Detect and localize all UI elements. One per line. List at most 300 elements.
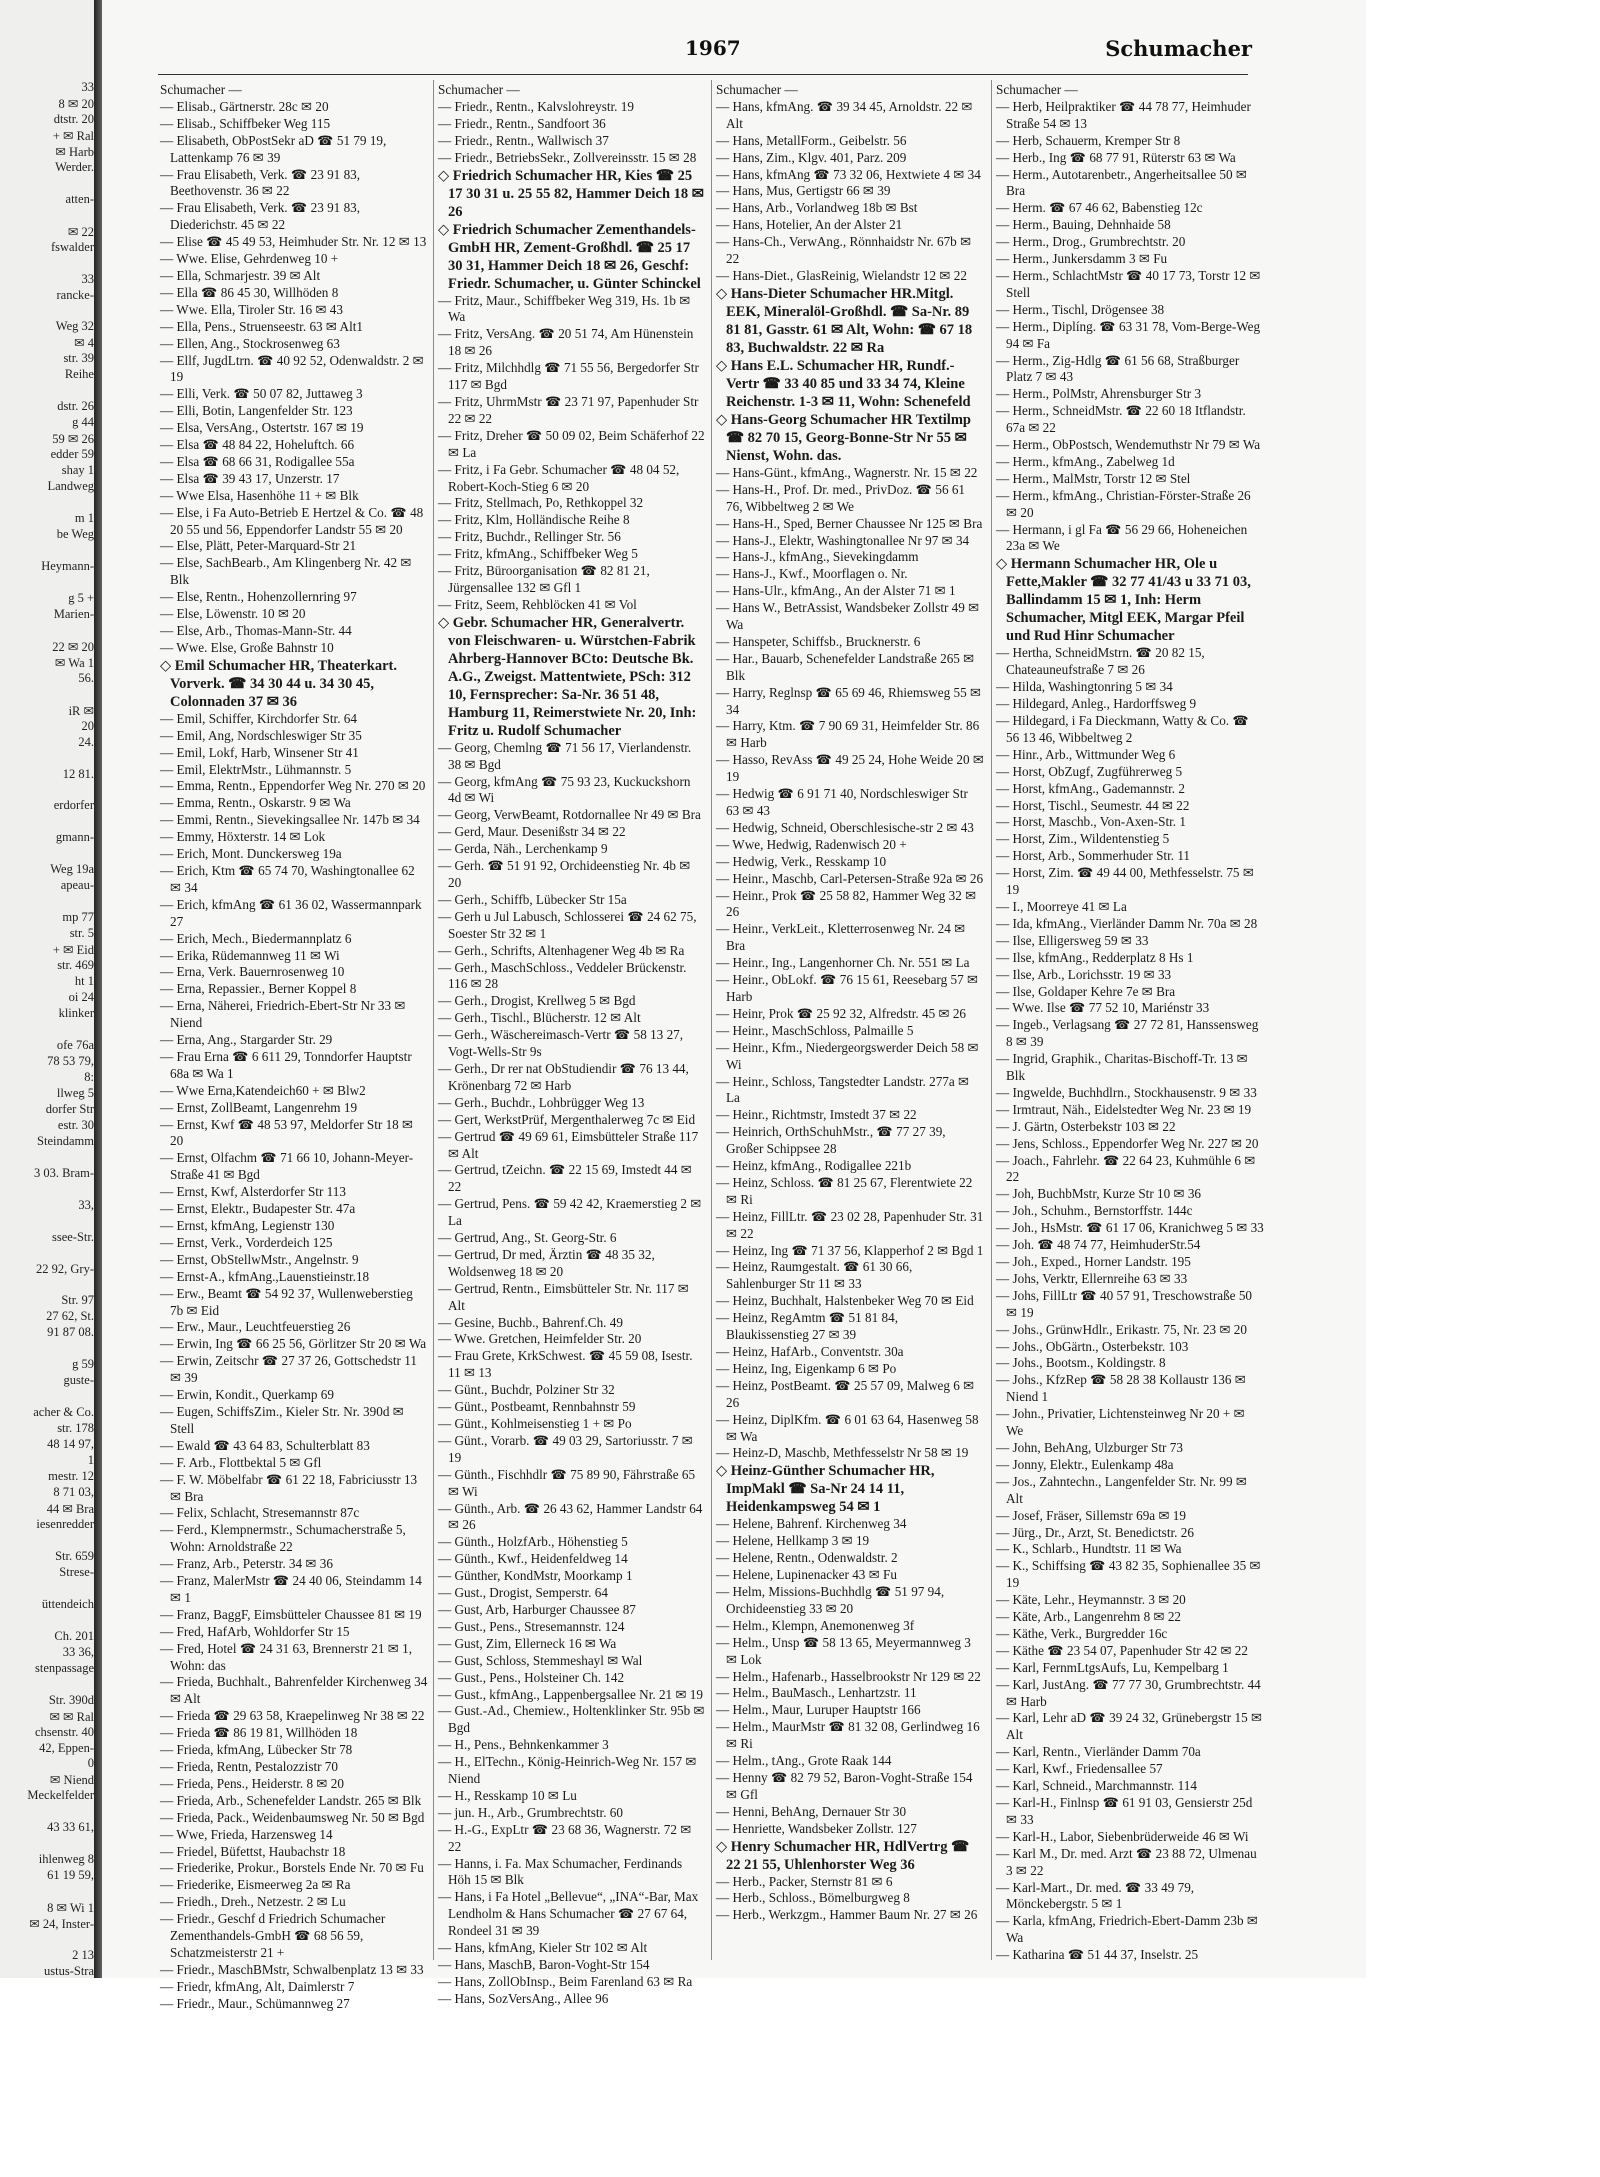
directory-entry: — Friederike, Prokur., Borstels Ende Nr. 70 ✉ Fu <box>160 1860 424 1876</box>
directory-entry: — Hilda, Washingtonring 5 ✉ 34 <box>996 679 1173 695</box>
directory-entry: — Emma, Rentn., Oskarstr. 9 ✉ Wa <box>160 795 351 811</box>
directory-entry: — Friedh., Dreh., Netzestr. 2 ✉ Lu <box>160 1894 346 1910</box>
directory-entry: — Else, Löwenstr. 10 ✉ 20 <box>160 606 306 622</box>
column-divider <box>711 80 712 1960</box>
directory-entry: — Fritz, Büroorganisation ☎ 82 81 21, Jürgensallee 132 ✉ Gfl 1 <box>438 563 650 595</box>
directory-entry: — Erw., Maur., Leuchtfeuerstieg 26 <box>160 1319 351 1335</box>
fragment-line: dstr. 26 <box>57 399 94 414</box>
directory-entry: — Fred, HafArb, Wohldorfer Str 15 <box>160 1623 350 1639</box>
directory-entry: — Karl-H., Labor, Siebenbrüderweide 46 ✉ Wi <box>996 1828 1249 1844</box>
directory-entry: — Karl, Lehr aD ☎ 39 24 32, Grünebergstr 15 ✉ Alt <box>996 1710 1263 1743</box>
directory-entry: — Gerh., Schrifts, Altenhagener Weg 4b ✉ Ra <box>438 942 685 958</box>
fragment-line: 8 ✉ Wi 1 <box>47 1901 94 1916</box>
directory-entry: Schumacher — <box>438 82 520 97</box>
directory-entry: — Elli, Botin, Langenfelder Str. 123 <box>160 403 353 419</box>
directory-entry: — Hans-J., Kwf., Moorflagen o. Nr. <box>716 566 908 582</box>
directory-entry: — Gertrud, Dr med, Ärztin ☎ 48 35 32, Woldsenweg 18 ✉ 20 <box>438 1246 655 1279</box>
fragment-line: be Weg <box>56 527 94 542</box>
fragment-line: 48 14 97, <box>47 1437 94 1452</box>
directory-entry: — Harry, Ktm. ☎ 7 90 69 31, Heimfelder Str. 86 ✉ Harb <box>716 718 980 751</box>
directory-entry: — Ernst, Olfachm ☎ 71 66 10, Johann-Meyer-Straße 41 ✉ Bgd <box>160 1150 414 1183</box>
directory-entry: ◇ Friedrich Schumacher Zementhandels- GmbH HR, Zement-Großhdl. ☎ 25 17 30 31, Hammer Deich 18 ✉ 26, Geschf: Friedr. Schumacher, u. Günter Schinckel <box>438 221 701 292</box>
fragment-line: ✉ Wa 1 <box>54 655 94 670</box>
directory-entry: — Heinz, PostBeamt. ☎ 25 57 09, Malweg 6 ✉ 26 <box>716 1377 975 1410</box>
directory-entry: — Wwe, Frieda, Harzensweg 14 <box>160 1826 333 1842</box>
fragment-line: str. 178 <box>57 1421 94 1436</box>
directory-entry: — Erna, Ang., Stargarder Str. 29 <box>160 1032 333 1048</box>
directory-entry: — Elisab., Schiffbeker Weg 115 <box>160 115 331 131</box>
directory-entry: — Herb., Schloss., Bömelburgweg 8 <box>716 1890 910 1906</box>
directory-entry: — Ilse, Elligersweg 59 ✉ 33 <box>996 932 1149 948</box>
directory-entry: — Helene, Hellkamp 3 ✉ 19 <box>716 1533 870 1549</box>
directory-entry: — John, BehAng, Ulzburger Str 73 <box>996 1439 1183 1455</box>
directory-entry: — Gertrud, Rentn., Eimsbütteler Str. Nr. 117 ✉ Alt <box>438 1280 689 1313</box>
directory-entry: — Gesine, Buchb., Bahrenf.Ch. 49 <box>438 1314 623 1330</box>
directory-entry: — Wwe Erna,Katendeich60 + ✉ Blw2 <box>160 1082 366 1098</box>
directory-entry: — Ernst, Kwf, Alsterdorfer Str 113 <box>160 1184 346 1200</box>
directory-entry: — Heinr., Kfm., Niedergeorgswerder Deich 58 ✉ Wi <box>716 1039 979 1072</box>
directory-entry: — Emmy, Höxterstr. 14 ✉ Lok <box>160 829 326 845</box>
directory-entry: — Erich, Ktm ☎ 65 74 70, Washingtonallee 62 ✉ 34 <box>160 862 415 895</box>
directory-entry: — Johs., ObGärtn., Osterbekstr. 103 <box>996 1338 1189 1354</box>
directory-entry: — Heinr., Prok ☎ 25 58 82, Hammer Weg 32 ✉ 26 <box>716 887 977 920</box>
directory-entry: — Frau Erna ☎ 6 611 29, Tonndorfer Hauptstr 68a ✉ Wa 1 <box>160 1048 412 1081</box>
directory-entry: — Hildegard, Anleg., Hardorffsweg 9 <box>996 696 1197 712</box>
directory-entry: — Gerh. ☎ 51 91 92, Orchideenstieg Nr. 4b ✉ 20 <box>438 858 691 890</box>
fragment-line: 1 <box>87 1453 94 1468</box>
directory-entry: — Herb, Heilpraktiker ☎ 44 78 77, Heimhuder Straße 54 ✉ 13 <box>996 98 1251 131</box>
directory-entry: — Herm., MalMstr, Torstr 12 ✉ Stel <box>996 470 1191 486</box>
directory-entry: — Frieda ☎ 86 19 81, Willhöden 18 <box>160 1725 358 1741</box>
directory-entry: — Hans, kfmAng ☎ 73 32 06, Hextwiete 4 ✉ 34 <box>716 166 981 182</box>
directory-entry: — Emil, Ang, Nordschleswiger Str 35 <box>160 727 362 743</box>
directory-entry: — Hertha, SchneidMstrn. ☎ 20 82 15, Chateauneufstraße 7 ✉ 26 <box>996 645 1205 678</box>
directory-entry: — Harry, Reglnsp ☎ 65 69 46, Rhiemsweg 55 ✉ 34 <box>716 684 982 717</box>
directory-entry: — Hans, kfmAng, Kieler Str 102 ✉ Alt <box>438 1940 648 1956</box>
directory-entry: — Emil, ElektrMstr., Lühmannstr. 5 <box>160 761 352 777</box>
directory-entry: — Herb., Packer, Sternstr 81 ✉ 6 <box>716 1873 893 1889</box>
directory-entry: — Ella, Schmarjestr. 39 ✉ Alt <box>160 267 321 283</box>
directory-entry: — Irmtraut, Näh., Eidelstedter Weg Nr. 23 ✉ 19 <box>996 1101 1252 1117</box>
directory-entry: — Ilse, kfmAng., Redderplatz 8 Hs 1 <box>996 949 1194 965</box>
directory-entry: — Frieda ☎ 29 63 58, Kraepelinweg Nr 38 ✉ 22 <box>160 1708 425 1724</box>
directory-entry: — Else, i Fa Auto-Betrieb E Hertzel & Co. ☎ 48 20 55 und 56, Eppendorfer Landstr 55 ✉ 20 <box>160 504 424 537</box>
directory-entry: — Herm., kfmAng., Christian-Förster-Straße 26 ✉ 20 <box>996 487 1251 520</box>
directory-entry: — Günther, KondMstr, Moorkamp 1 <box>438 1568 633 1584</box>
directory-entry: — Fritz, kfmAng., Schiffbeker Weg 5 <box>438 546 638 562</box>
directory-entry: — Ernst, ObStellwMstr., Angelnstr. 9 <box>160 1251 359 1267</box>
directory-entry: — Friedr., Rentn., Kalvslohreystr. 19 <box>438 98 634 114</box>
directory-entry: — Frau Elisabeth, Verk. ☎ 23 91 83, Diederichstr. 45 ✉ 22 <box>160 200 361 233</box>
directory-entry: — Heinz, Ing, Eigenkamp 6 ✉ Po <box>716 1360 897 1376</box>
fragment-line: Reihe <box>64 367 94 382</box>
fragment-line: erdorfer <box>53 798 94 813</box>
directory-entry: — Gerh., Schiffb, Lübecker Str 15a <box>438 891 627 907</box>
directory-entry: — Eugen, SchiffsZim., Kieler Str. Nr. 390d ✉ Stell <box>160 1403 404 1436</box>
directory-entry: — Horst, Zim., Wildentenstieg 5 <box>996 831 1170 847</box>
directory-entry: — Ingeb., Verlagsang ☎ 27 72 81, Hanssensweg 8 ✉ 39 <box>996 1017 1259 1050</box>
directory-entry: — Helm, Missions-Buchhdlg ☎ 51 97 94, Orchideenstieg 33 ✉ 20 <box>716 1583 945 1616</box>
directory-entry: — Wwe. Elise, Gehrdenweg 10 + <box>160 251 339 267</box>
fragment-line: 78 53 79, <box>47 1053 94 1068</box>
fragment-line: str. 39 <box>63 351 94 366</box>
directory-entry: — Gerh., Tischl., Blücherstr. 12 ✉ Alt <box>438 1010 641 1026</box>
fragment-line: 44 ✉ Bra <box>46 1502 94 1516</box>
directory-entry: — Wwe. Else, Große Bahnstr 10 <box>160 639 334 655</box>
directory-entry: — Else, Plätt, Peter-Marquard-Str 21 <box>160 538 357 554</box>
directory-entry: — John., Privatier, Lichtensteinweg Nr 20 + ✉ We <box>996 1406 1245 1439</box>
directory-entry: — Erw., Beamt ☎ 54 92 37, Wullenweberstieg 7b ✉ Eid <box>160 1285 413 1318</box>
fragment-line: apeau- <box>60 878 94 893</box>
directory-entry: — Karla, kfmAng, Friedrich-Ebert-Damm 23b ✉ Wa <box>996 1913 1258 1946</box>
directory-entry: — Herm., Zig-Hdlg ☎ 61 56 68, Straßburger Platz 7 ✉ 43 <box>996 352 1240 385</box>
directory-entry: — Fritz, Milchhdlg ☎ 71 55 56, Bergedorfer Str 117 ✉ Bgd <box>438 360 699 393</box>
directory-entry: — Fritz, Dreher ☎ 50 09 02, Beim Schäferhof 22 ✉ La <box>438 427 705 460</box>
directory-entry: — Ernst, kfmAng, Legienstr 130 <box>160 1218 335 1233</box>
directory-entry: — Günth., Kwf., Heidenfeldweg 14 <box>438 1551 628 1567</box>
fragment-line: 33 <box>81 80 94 94</box>
directory-entry: — J. Gärtn, Osterbekstr 103 ✉ 22 <box>996 1118 1176 1134</box>
directory-entry: — Ernst, Verk., Vorderdeich 125 <box>160 1234 333 1250</box>
fragment-line: dtstr. 20 <box>53 111 94 126</box>
directory-entry: — Georg, Chemlng ☎ 71 56 17, Vierlandenstr. 38 ✉ Bgd <box>438 739 692 772</box>
directory-entry: — Fritz, UhrmMstr ☎ 23 71 97, Papenhuder Str 22 ✉ 22 <box>438 393 699 426</box>
fragment-line: 0 <box>87 1756 94 1771</box>
directory-entry: — Gust., kfmAng., Lappenbergsallee Nr. 21 ✉ 19 <box>438 1686 703 1702</box>
directory-entry: — Friedr., BetriebsSekr., Zollvereinsstr. 15 ✉ 28 <box>438 149 697 165</box>
directory-entry: — jun. H., Arb., Grumbrechtstr. 60 <box>438 1804 623 1820</box>
directory-entry: — Johs, FillLtr ☎ 40 57 91, Treschowstraße 50 ✉ 19 <box>996 1287 1253 1320</box>
directory-entry: — Hanns, i. Fa. Max Schumacher, Ferdinands Höh 15 ✉ Blk <box>438 1855 683 1888</box>
directory-entry: — Gerh., Wäschereimasch-Vertr ☎ 58 13 27, Vogt-Wells-Str 9s <box>438 1027 684 1060</box>
fragment-line: 22 92, Gry- <box>36 1261 94 1276</box>
directory-entry: — Gerh., Drogist, Krellweg 5 ✉ Bgd <box>438 993 636 1009</box>
directory-entry: — Wwe. Ella, Tiroler Str. 16 ✉ 43 <box>160 301 343 317</box>
fragment-line: Werder. <box>55 159 94 174</box>
fragment-line: 12 81. <box>62 766 94 781</box>
directory-entry: — Hildegard, i Fa Dieckmann, Watty & Co. ☎ 56 13 46, Wibbeltweg 2 <box>996 713 1249 745</box>
directory-entry: — Fritz, Stellmach, Po, Rethkoppel 32 <box>438 495 644 511</box>
running-head: Schumacher <box>1105 36 1252 61</box>
directory-entry: — Josef, Fräser, Sillemstr 69a ✉ 19 <box>996 1507 1186 1523</box>
directory-entry: — Frieda, Pack., Weidenbaumsweg Nr. 50 ✉ Bgd <box>160 1809 425 1825</box>
directory-entry: — Hanspeter, Schiffsb., Brucknerstr. 6 <box>716 633 921 649</box>
directory-entry: — Fred, Hotel ☎ 24 31 63, Brennerstr 21 ✉ 1, Wohn: das <box>160 1640 412 1673</box>
fragment-line: ihlenweg 8 <box>38 1852 94 1867</box>
directory-entry: — Jonny, Elektr., Eulenkamp 48a <box>996 1456 1174 1472</box>
directory-entry: — Gust, Arb, Harburger Chaussee 87 <box>438 1601 636 1617</box>
directory-entry: — Helene, Rentn., Odenwaldstr. 2 <box>716 1550 898 1566</box>
directory-entry: — Günt., Postbeamt, Rennbahnstr 59 <box>438 1399 636 1415</box>
fragment-line: 43 33 61, <box>47 1820 94 1835</box>
directory-entry: — Käte, Lehr., Heymannstr. 3 ✉ 20 <box>996 1592 1186 1608</box>
fragment-line: 22 ✉ 20 <box>52 639 94 654</box>
fragment-line: Heymann- <box>41 558 94 573</box>
directory-entry: — Ingwelde, Buchhdlrn., Stockhausenstr. 9 ✉ 33 <box>996 1084 1257 1100</box>
directory-entry: — Elsa, VersAng., Ostertstr. 167 ✉ 19 <box>160 420 364 436</box>
directory-entry: — Gerda, Näh., Lerchenkamp 9 <box>438 841 608 857</box>
directory-entry: — Gust.-Ad., Chemiew., Holtenklinker Str. 95b ✉ Bgd <box>438 1703 705 1736</box>
fragment-line: m 1 <box>74 511 94 526</box>
directory-entry: — Hans-H., Prof. Dr. med., PrivDoz. ☎ 56 61 76, Wibbeltweg 2 ✉ We <box>716 481 966 514</box>
directory-entry: — Elisab., Gärtnerstr. 28c ✉ 20 <box>160 98 329 114</box>
directory-entry: — Fritz, i Fa Gebr. Schumacher ☎ 48 04 52, Robert-Koch-Stieg 6 ✉ 20 <box>438 461 680 494</box>
directory-entry: — K., Schiffsing ☎ 43 82 35, Sophienallee 35 ✉ 19 <box>996 1558 1261 1591</box>
fragment-line: iesenredder <box>36 1516 94 1531</box>
fragment-line: g 5 + <box>68 590 94 605</box>
directory-entry: ◇ Henry Schumacher HR, HdlVertrg ☎ 22 21 55, Uhlenhorster Weg 36 <box>716 1838 970 1873</box>
directory-entry: ◇ Friedrich Schumacher HR, Kies ☎ 25 17 30 31 u. 25 55 82, Hammer Deich 18 ✉ 26 <box>438 167 704 220</box>
fragment-line: 24. <box>78 734 94 749</box>
directory-entry: — Herm., ObPostsch, Wendemuthstr Nr 79 ✉ Wa <box>996 437 1261 453</box>
directory-entry: — Ella ☎ 86 45 30, Willhöden 8 <box>160 284 339 300</box>
directory-entry: — Joh., HsMstr. ☎ 61 17 06, Kranichweg 5 ✉ 33 <box>996 1220 1264 1236</box>
directory-entry: — Joh., Exped., Horner Landstr. 195 <box>996 1254 1191 1269</box>
directory-entry: — Ilse, Goldaper Kehre 7e ✉ Bra <box>996 983 1176 999</box>
directory-entry: — Hans, SozVersAng., Allee 96 <box>438 1990 609 2006</box>
directory-entry: — H., Pens., Behnkenkammer 3 <box>438 1737 609 1753</box>
directory-entry: — Herm., SchlachtMstr ☎ 40 17 73, Torstr 12 ✉ Stell <box>996 267 1261 300</box>
column-divider <box>433 80 434 1960</box>
fragment-line: 91 87 08. <box>47 1325 94 1340</box>
directory-entry: — Günt., Buchdr, Polziner Str 32 <box>438 1382 615 1398</box>
directory-entry: — Günth., Arb. ☎ 26 43 62, Hammer Landstr 64 ✉ 26 <box>438 1500 703 1533</box>
fragment-line: ht 1 <box>74 974 94 989</box>
directory-entry: — Karl-H., Finlnsp ☎ 61 91 03, Gensierstr 25d ✉ 33 <box>996 1795 1253 1827</box>
fragment-line: Weg 19a <box>50 862 94 877</box>
fragment-line: ✉ Niend <box>49 1773 94 1788</box>
fragment-line: acher & Co. <box>33 1405 94 1420</box>
directory-entry: — Erna, Verk. Bauernrosenweg 10 <box>160 964 345 980</box>
fragment-line: mestr. 12 <box>48 1469 94 1484</box>
directory-entry: — Katharina ☎ 51 44 37, Inselstr. 25 <box>996 1947 1199 1963</box>
directory-entry: — Erwin, Ing ☎ 66 25 56, Görlitzer Str 20 ✉ Wa <box>160 1336 427 1352</box>
directory-entry: ◇ Hermann Schumacher HR, Ole u Fette,Makler ☎ 32 77 41/43 u 33 71 03, Ballindamm 15 ✉ 1, Inh: Herm Schumacher, Mitgl EEK, Margar Pfeil und Rud Hinr Schumacher <box>996 556 1251 645</box>
directory-entry: — Elise ☎ 45 49 53, Heimhuder Str. Nr. 12 ✉ 13 <box>160 234 427 250</box>
directory-entry: — Hans, Hotelier, An der Alster 21 <box>716 217 903 233</box>
directory-entry: — Hans-Diet., GlasReinig, Wielandstr 12 ✉ 22 <box>716 267 967 283</box>
directory-entry: — Hans, i Fa Hotel „Bellevue“, „INA“-Bar, Max Lendholm & Hans Schumacher ☎ 27 67 64, Rondeel 31 ✉ 39 <box>438 1889 699 1939</box>
directory-entry: — Ernst-A., kfmAng.,Lauenstieinstr.18 <box>160 1268 370 1284</box>
directory-entry: — Henni, BehAng, Dernauer Str 30 <box>716 1803 907 1819</box>
directory-entry: — Horst, Arb., Sommerhuder Str. 11 <box>996 848 1191 864</box>
directory-entry: — Hans, Arb., Vorlandweg 18b ✉ Bst <box>716 200 918 216</box>
directory-entry: — Friedr., Maur., Schümannweg 27 <box>160 1995 350 2011</box>
directory-entry: — Joh, BuchbMstr, Kurze Str 10 ✉ 36 <box>996 1186 1202 1202</box>
directory-entry: — Heinr., ObLokf. ☎ 76 15 61, Reesebarg 57 ✉ Harb <box>716 972 979 1004</box>
directory-entry: — Herb., Ing ☎ 68 77 91, Rüterstr 63 ✉ Wa <box>996 149 1236 165</box>
fragment-line: shay 1 <box>61 463 94 478</box>
directory-entry: — Franz, BaggF, Eimsbütteler Chaussee 81 ✉ 19 <box>160 1606 422 1622</box>
directory-entry: — Gerh., Buchdr., Lohbrügger Weg 13 <box>438 1094 645 1110</box>
directory-entry: — Heinz, FillLtr. ☎ 23 02 28, Papenhuder Str. 31 ✉ 22 <box>716 1208 984 1241</box>
fragment-line: mp 77 <box>62 910 94 925</box>
directory-entry: ◇ Emil Schumacher HR, Theaterkart. Vorverk. ☎ 34 30 44 u. 34 30 45, Colonnaden 37 ✉ 36 <box>160 657 397 710</box>
directory-entry: — Heinr., MaschSchloss, Palmaille 5 <box>716 1022 914 1038</box>
directory-entry: — Emma, Rentn., Eppendorfer Weg Nr. 270 ✉ 20 <box>160 778 426 794</box>
directory-entry: — Hermann, i gl Fa ☎ 56 29 66, Hoheneichen 23a ✉ We <box>996 521 1248 554</box>
directory-entry: — Hans, ZollObInsp., Beim Farenland 63 ✉ Ra <box>438 1973 693 1989</box>
fragment-line: 59 ✉ 26 <box>52 432 94 447</box>
directory-entry: — Har., Bauarb, Schenefelder Landstraße 265 ✉ Blk <box>716 650 975 683</box>
directory-entry: — Ellf, JugdLtrn. ☎ 40 92 52, Odenwaldstr. 2 ✉ 19 <box>160 352 424 385</box>
directory-entry: — Ernst, ZollBeamt, Langenrehm 19 <box>160 1099 358 1115</box>
fragment-line: stenpassage <box>34 1660 94 1675</box>
directory-entry: — Johs, Verktr, Ellernreihe 63 ✉ 33 <box>996 1270 1188 1286</box>
directory-entry: — Fritz, Buchdr., Rellinger Str. 56 <box>438 529 621 545</box>
directory-entry: — Helene, Bahrenf. Kirchenweg 34 <box>716 1516 907 1532</box>
directory-entry: — Johs., Bootsm., Koldingstr. 8 <box>996 1355 1166 1371</box>
fragment-line: 8 ✉ 20 <box>58 96 94 111</box>
column-2 <box>438 82 706 2006</box>
directory-entry: — Heinz, HafArb., Conventstr. 30a <box>716 1344 904 1359</box>
directory-entry: — Joach., Fahrlehr. ☎ 22 64 23, Kuhmühle 6 ✉ 22 <box>996 1152 1256 1185</box>
directory-entry: — Heinr., Ing., Langenhorner Ch. Nr. 551 ✉ La <box>716 955 970 971</box>
directory-entry: — Helm., Hafenarb., Hasselbrookstr Nr 129 ✉ 22 <box>716 1668 981 1684</box>
directory-entry: — Herm. ☎ 67 46 62, Babenstieg 12c <box>996 200 1203 216</box>
directory-entry: — Friedr., Rentn., Sandfoort 36 <box>438 115 606 131</box>
directory-entry: — Friedr, kfmAng, Alt, Daimlerstr 7 <box>160 1978 355 1994</box>
directory-entry: — Friederike, Eismeerweg 2a ✉ Ra <box>160 1877 351 1893</box>
directory-entry: — Hans, kfmAng. ☎ 39 34 45, Arnoldstr. 22 ✉ Alt <box>716 98 973 131</box>
fragment-line: Marien- <box>53 606 94 621</box>
directory-entry: Schumacher — <box>160 82 242 97</box>
directory-entry: — Horst, kfmAng., Gademannstr. 2 <box>996 780 1185 796</box>
directory-entry: — Erich, Mech., Biedermannplatz 6 <box>160 930 352 946</box>
directory-entry: — Heinr, Prok ☎ 25 92 32, Alfredstr. 45 ✉ 26 <box>716 1005 967 1021</box>
directory-entry: — Ellen, Ang., Stockrosenweg 63 <box>160 335 340 351</box>
fragment-line: 33, <box>78 1197 94 1212</box>
directory-entry: — Heinz-D, Maschb, Methfesselstr Nr 58 ✉ 19 <box>716 1445 969 1461</box>
fragment-line: chsenstr. 40 <box>34 1724 94 1739</box>
directory-entry: — Frieda, Rentn, Pestalozzistr 70 <box>160 1759 338 1774</box>
directory-entry: — Horst, Zim. ☎ 49 44 00, Methfesselstr. 75 ✉ 19 <box>996 865 1254 898</box>
directory-entry: — Heinz, RegAmtm ☎ 51 81 84, Blaukissenstieg 27 ✉ 39 <box>716 1310 898 1343</box>
directory-entry: — Gerh u Jul Labusch, Schlosserei ☎ 24 62 75, Soester Str 32 ✉ 1 <box>438 908 697 941</box>
directory-entry: — Erich, kfmAng ☎ 61 36 02, Wassermannpark 27 <box>160 896 422 929</box>
directory-entry: — Franz, Arb., Peterstr. 34 ✉ 36 <box>160 1556 333 1572</box>
directory-entry: — Hans, MaschB, Baron-Voght-Str 154 <box>438 1957 650 1972</box>
directory-entry: — Ida, kfmAng., Vierländer Damm Nr. 70a ✉ 28 <box>996 915 1258 931</box>
fragment-line: 42, Eppen- <box>39 1740 94 1755</box>
directory-entry: — Johs., GrünwHdlr., Erikastr. 75, Nr. 23 ✉ 20 <box>996 1321 1247 1337</box>
directory-entry: — Helm., BauMasch., Lenhartzstr. 11 <box>716 1685 917 1701</box>
fragment-line: atten- <box>65 191 94 206</box>
fragment-line: guste- <box>63 1373 94 1388</box>
fragment-line: 27 62, St. <box>46 1309 94 1324</box>
fragment-line: estr. 30 <box>57 1117 94 1132</box>
directory-entry: — Wwe Elsa, Hasenhöhe 11 + ✉ Blk <box>160 487 359 503</box>
directory-entry: — Herb, Schauerm, Kremper Str 8 <box>996 132 1181 148</box>
fragment-line: ssee-Str. <box>51 1229 94 1244</box>
directory-entry: — Herm., Drog., Grumbrechtstr. 20 <box>996 234 1186 250</box>
directory-entry: — Helm., Unsp ☎ 58 13 65, Meyermannweg 3 ✉ Lok <box>716 1634 971 1667</box>
directory-entry: — Felix, Schlacht, Stresemannstr 87c <box>160 1505 360 1521</box>
directory-entry: — Elli, Verk. ☎ 50 07 82, Juttaweg 3 <box>160 386 363 402</box>
fragment-line: ✉ 4 <box>74 336 94 351</box>
directory-entry: — Henny ☎ 82 79 52, Baron-Voght-Straße 154 ✉ Gfl <box>716 1769 973 1802</box>
directory-entry: — Friedr., Geschf d Friedrich Schumacher Zementhandels-GmbH ☎ 68 56 59, Schatzmeisterstr 21 + <box>160 1911 386 1960</box>
directory-entry: — Günth., HolzfArb., Höhenstieg 5 <box>438 1534 628 1550</box>
directory-entry: — Hans, Mus, Gertigstr 66 ✉ 39 <box>716 183 891 199</box>
directory-entry: — Erna, Näherei, Friedrich-Ebert-Str Nr 33 ✉ Niend <box>160 998 406 1031</box>
directory-entry: — H., Resskamp 10 ✉ Lu <box>438 1787 577 1803</box>
directory-entry: — Erwin, Zeitschr ☎ 27 37 26, Gottschedstr 11 ✉ 39 <box>160 1353 417 1386</box>
directory-entry: — Herm., PolMstr, Ahrensburger Str 3 <box>996 386 1202 402</box>
fragment-line: ✉ Harb <box>55 144 94 159</box>
directory-entry: — Henriette, Wandsbeker Zollstr. 127 <box>716 1820 917 1836</box>
directory-entry: ◇ Gebr. Schumacher HR, Generalvertr. von Fleischwaren- u. Würstchen-Fabrik Ahrberg-Hannover BCto: Deutsche Bk. A.G., Zweigst. Mattentwiete, PSch: 312 10, Fernsprecher: Sa-Nr. 36 51 48, Hamburg 11, Reimerstwiete Nr. 20, Inh: Fritz u. Rudolf Schumacher <box>438 614 697 739</box>
directory-entry: — Hans-Ch., VerwAng., Rönnhaidstr Nr. 67b ✉ 22 <box>716 234 972 267</box>
directory-entry: — Karl, FernmLtgsAufs, Lu, Kempelbarg 1 <box>996 1659 1229 1675</box>
column-4 <box>996 82 1264 1963</box>
directory-entry: — Gertrud, tZeichn. ☎ 22 15 69, Imstedt 44 ✉ 22 <box>438 1162 692 1195</box>
directory-entry: — Frieda, kfmAng, Lübecker Str 78 <box>160 1742 353 1758</box>
directory-entry: — Helm., Klempn, Anemonenweg 3f <box>716 1617 915 1633</box>
fragment-line: iR ✉ <box>68 703 94 718</box>
directory-entry: — Gust., Pens., Stresemannstr. 124 <box>438 1618 625 1634</box>
fragment-line: Landweg <box>47 479 94 494</box>
directory-entry: — Frieda, Arb., Schenefelder Landstr. 265 ✉ Blk <box>160 1792 422 1808</box>
directory-entry: — Heinr., VerkLeit., Kletterrosenweg Nr. 24 ✉ Bra <box>716 921 966 954</box>
directory-entry: — Heinz, Raumgestalt. ☎ 61 30 66, Sahlenburger Str 11 ✉ 33 <box>716 1259 913 1292</box>
fragment-line: 33 <box>81 271 94 286</box>
directory-entry: — Gerh., MaschSchloss., Veddeler Brückenstr. 116 ✉ 28 <box>438 959 687 992</box>
directory-entry: — Horst, ObZugf, Zugführerweg 5 <box>996 763 1183 779</box>
fragment-line: 8: <box>84 1069 94 1084</box>
directory-entry: — Gerh., Dr rer nat ObStudiendir ☎ 76 13 44, Krönenbarg 72 ✉ Harb <box>438 1060 689 1093</box>
fragment-line: g 44 <box>72 415 94 430</box>
fragment-line: gmann- <box>55 830 94 845</box>
directory-entry: — Heinz, kfmAng., Rodigallee 221b <box>716 1158 912 1174</box>
directory-entry: Schumacher — <box>716 82 798 97</box>
fragment-line: 2 13 <box>72 1948 94 1963</box>
fragment-line: str. 469 <box>57 958 94 973</box>
directory-entry: — Gert, WerkstPrüf, Mergenthalerweg 7c ✉ Eid <box>438 1111 696 1127</box>
directory-entry: — Günt., Vorarb. ☎ 49 03 29, Sartoriusstr. 7 ✉ 19 <box>438 1432 693 1465</box>
directory-entry: — Gertrud, Ang., St. Georg-Str. 6 <box>438 1230 617 1246</box>
fragment-line: Ch. 201 <box>54 1628 94 1643</box>
directory-entry: — Hedwig ☎ 6 91 71 40, Nordschleswiger Str 63 ✉ 43 <box>716 786 968 818</box>
fragment-line: Str. 390d <box>48 1692 94 1707</box>
fragment-line: ✉ ✉ Ral <box>49 1709 94 1724</box>
directory-entry: — Frau Elisabeth, Verk. ☎ 23 91 83, Beethovenstr. 36 ✉ 22 <box>160 166 361 199</box>
directory-entry: — Herm., SchneidMstr. ☎ 22 60 18 Itflandstr. 67a ✉ 22 <box>996 403 1246 436</box>
fragment-line: + ✉ Eid <box>52 943 94 958</box>
directory-entry: — Friedr., Rentn., Wallwisch 37 <box>438 132 609 148</box>
directory-entry: — Horst, Maschb., Von-Axen-Str. 1 <box>996 814 1186 830</box>
fragment-line: 33 36, <box>62 1644 94 1659</box>
directory-entry: — Helene, Lupinenacker 43 ✉ Fu <box>716 1567 897 1583</box>
fragment-line: 56. <box>78 670 94 685</box>
directory-entry: — Heinr., Maschb, Carl-Petersen-Straße 92a ✉ 26 <box>716 870 984 886</box>
directory-entry: ◇ Hans-Georg Schumacher HR Textilmp ☎ 82 70 15, Georg-Bonne-Str Nr 55 ✉ Nienst, Wohn. das. <box>716 411 971 464</box>
directory-entry: — Elsa ☎ 39 43 17, Unzerstr. 17 <box>160 470 340 486</box>
directory-entry: — Frau Grete, KrkSchwest. ☎ 45 59 08, Isestr. 11 ✉ 13 <box>438 1348 693 1381</box>
directory-entry: — Hans-J., Elektr, Washingtonallee Nr 97 ✉ 34 <box>716 532 970 548</box>
directory-entry: — Elisabeth, ObPostSekr aD ☎ 51 79 19, Lattenkamp 76 ✉ 39 <box>160 132 387 165</box>
fragment-line: üttendeich <box>41 1596 94 1611</box>
directory-entry: — Emil, Schiffer, Kirchdorfer Str. 64 <box>160 710 357 726</box>
fragment-line: ofe 76a <box>56 1037 94 1052</box>
directory-entry: — Jos., Zahntechn., Langenfelder Str. Nr. 99 ✉ Alt <box>996 1473 1247 1506</box>
directory-entry: — Gust., Pens., Holsteiner Ch. 142 <box>438 1669 625 1685</box>
directory-entry: — Käthe, Verk., Burgredder 16c <box>996 1625 1168 1641</box>
directory-entry: — Friedel, Büfettst, Haubachstr 18 <box>160 1843 346 1859</box>
directory-entry: — Fritz, Klm, Holländische Reihe 8 <box>438 512 630 528</box>
directory-entry: — Herm., Bauing, Dehnhaide 58 <box>996 217 1171 233</box>
fragment-line: 20 <box>81 718 94 733</box>
